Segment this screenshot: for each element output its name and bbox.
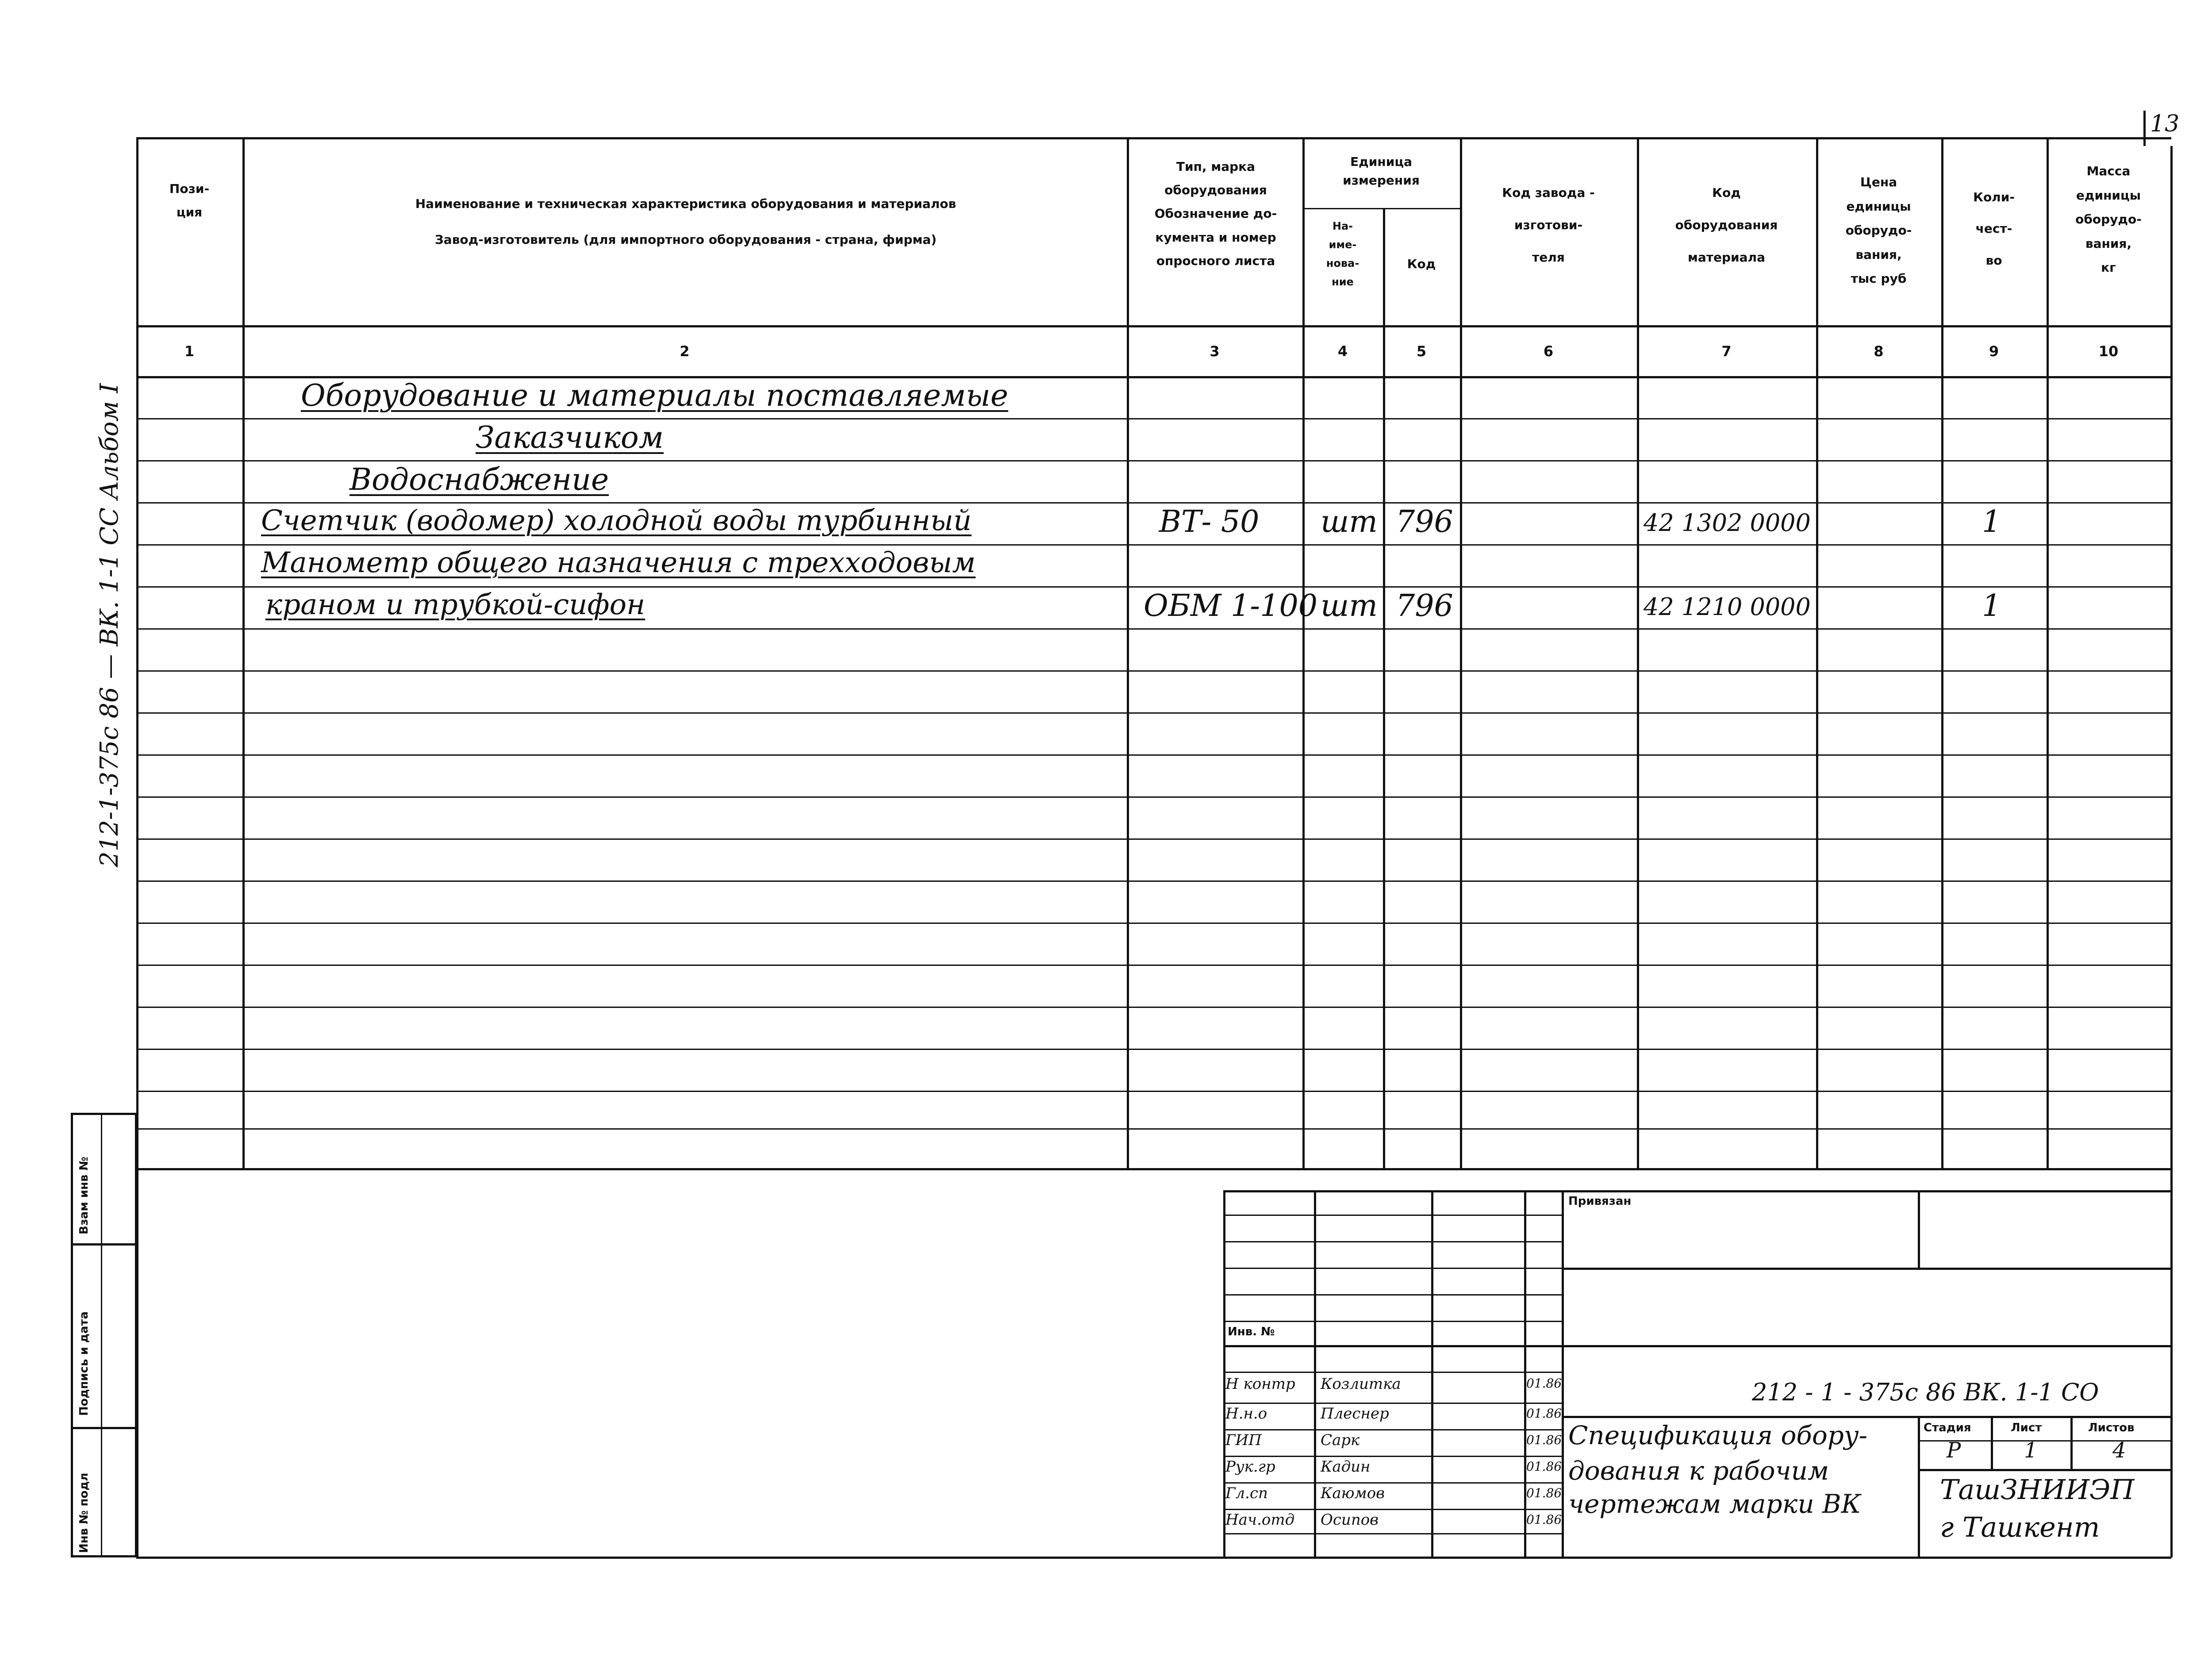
side-annotation: 212-1-375с 86 — ВК. 1-1 СС Альбом I	[95, 383, 124, 867]
colnum-4: 4	[1337, 343, 1348, 360]
row-line	[136, 1007, 2171, 1008]
tb-privyazan-label: Привязан	[1568, 1195, 1632, 1208]
signer-date: 01.86	[1526, 1406, 1562, 1421]
header-mass: Масса единицы оборудо- вания, кг	[2075, 164, 2142, 275]
tb-stage-divider	[1918, 1416, 1920, 1557]
header-unit-code: Код	[1407, 257, 1436, 271]
left-stamp-sep1	[71, 1243, 137, 1246]
row-line	[136, 838, 2171, 840]
stamp-original-inv: Инв № подл	[77, 1472, 91, 1553]
item1-unit: шт	[1321, 504, 1378, 539]
section-heading-line2: Заказчиком	[476, 420, 664, 455]
unit-header-divider	[1302, 208, 1460, 209]
left-stamp-divider	[101, 1113, 102, 1557]
row-line	[136, 628, 2171, 630]
tb-organization: ТашЗНИИЭП	[1940, 1473, 2135, 1506]
tb-privyazan-divider	[1918, 1190, 1920, 1268]
col-sep-2	[1127, 137, 1129, 1168]
tb-city: г Ташкент	[1940, 1511, 2100, 1543]
row-line	[136, 1049, 2171, 1050]
colnum-6: 6	[1543, 343, 1554, 360]
col-sep-6	[1637, 137, 1639, 1168]
tb-stage-label: Стадия	[1924, 1421, 1971, 1434]
sheet-number-tick	[2143, 111, 2146, 146]
header-bottom-line	[136, 325, 2171, 327]
table-top-border	[136, 137, 2171, 139]
signer-date: 01.86	[1526, 1376, 1562, 1391]
tb-title-line3: чертежам марки ВК	[1568, 1489, 1861, 1519]
header-quantity: Коли- чест- во	[1973, 190, 2015, 268]
col-sep-7	[1816, 137, 1818, 1168]
signer-role: Н.н.о	[1225, 1405, 1267, 1422]
row-line	[136, 502, 2171, 504]
section-heading-line1: Оборудование и материалы поставляемые	[301, 378, 1008, 413]
item2-quantity: 1	[1982, 588, 2001, 623]
tb-sheets-value: 4	[2112, 1438, 2126, 1463]
colnum-10: 10	[2098, 343, 2119, 360]
item1-type: ВТ- 50	[1159, 504, 1260, 539]
stamp-replacement-inv: Взам инв №	[77, 1157, 91, 1234]
tb-row	[1223, 1429, 1562, 1430]
signer-date: 01.86	[1526, 1433, 1562, 1447]
tb-row	[1223, 1241, 1562, 1242]
row-line	[136, 460, 2171, 461]
row-line	[136, 418, 2171, 419]
signer-name: Кадин	[1321, 1458, 1371, 1476]
signer-name: Осипов	[1321, 1511, 1379, 1529]
colnum-2: 2	[680, 343, 690, 360]
colnum-9: 9	[1989, 343, 1999, 360]
signer-name: Каюмов	[1321, 1484, 1385, 1502]
tb-stage-col1	[1991, 1416, 1993, 1469]
tb-sign-col3	[1524, 1190, 1526, 1557]
row-line	[136, 923, 2171, 924]
header-price: Цена единицы оборудо- вания, тыс руб	[1845, 175, 1912, 286]
signer-date: 01.86	[1526, 1486, 1562, 1500]
header-type: Тип, марка оборудования Обозначение до- кумента и номер опросного листа	[1154, 159, 1277, 268]
tb-document-code: 212 - 1 - 375с 86 ВК. 1-1 СО	[1752, 1378, 2099, 1406]
tb-sign-col2	[1431, 1190, 1433, 1557]
left-stamp-sep2	[71, 1427, 137, 1429]
row-line	[136, 796, 2171, 798]
item2-unit-code: 796	[1396, 588, 1453, 623]
sheet-number: 13	[2150, 111, 2180, 137]
table-body-bottom	[136, 1168, 2171, 1170]
tb-inv-label: Инв. №	[1228, 1325, 1275, 1338]
tb-row	[1223, 1482, 1562, 1484]
item1-name: Счетчик (водомер) холодной воды турбинный	[261, 504, 972, 537]
item2-name-line2: краном и трубкой-сифон	[265, 588, 645, 621]
header-name: Наименование и техническая характеристика оборудования и материалов Завод-изготовитель (для импортного оборудования - страна, фирма)	[415, 196, 956, 247]
tb-stage-value: Р	[1947, 1438, 1961, 1463]
signer-role: Гл.сп	[1225, 1484, 1268, 1502]
col-sep-8	[1941, 137, 1943, 1168]
tb-title-line1: Спецификация обору-	[1568, 1420, 1868, 1450]
row-line	[136, 544, 2171, 546]
table-bottom-border	[136, 1557, 2171, 1559]
tb-row	[1223, 1456, 1562, 1457]
item2-unit: шт	[1321, 588, 1378, 623]
header-equipment-code: Код оборудования материала	[1675, 185, 1778, 265]
stamp-signature-date: Подпись и дата	[77, 1311, 91, 1416]
tb-code-row-bottom	[1562, 1416, 2171, 1418]
item2-equipment-code: 42 1210 0000	[1644, 593, 1811, 621]
header-factory-code: Код завода - изготови- теля	[1502, 185, 1595, 265]
row-line	[136, 965, 2171, 966]
tb-sheet-value: 1	[2024, 1438, 2038, 1463]
item1-unit-code: 796	[1396, 504, 1453, 539]
colnum-5: 5	[1416, 343, 1427, 360]
item2-type: ОБМ 1-100	[1144, 588, 1317, 623]
tb-stage-col2	[2070, 1416, 2073, 1469]
tb-sign-col1	[1314, 1190, 1316, 1557]
row-line	[136, 1128, 2171, 1130]
signer-date: 01.86	[1526, 1512, 1562, 1527]
tb-row	[1223, 1533, 1562, 1534]
signer-name: Козлитка	[1321, 1375, 1401, 1393]
col-sep-5	[1460, 137, 1462, 1168]
tb-sheet-label: Лист	[2011, 1421, 2042, 1434]
tb-title-line2: дования к рабочим	[1568, 1456, 1829, 1486]
colnum-7: 7	[1721, 343, 1732, 360]
col-sep-3	[1302, 137, 1305, 1168]
colnum-8: 8	[1874, 343, 1884, 360]
tb-row	[1223, 1215, 1562, 1216]
tb-sign-col4	[1562, 1190, 1564, 1557]
signer-role: Н контр	[1225, 1375, 1295, 1393]
row-line	[136, 754, 2171, 756]
tb-row	[1223, 1509, 1562, 1510]
row-line	[136, 712, 2171, 714]
item1-quantity: 1	[1982, 504, 2001, 539]
tb-row	[1223, 1294, 1562, 1296]
col-sep-1	[242, 137, 245, 1168]
row-line	[136, 1091, 2171, 1092]
item2-name-line1: Манометр общего назначения с трехходовым	[261, 546, 976, 579]
section-subheading: Водоснабжение	[349, 462, 609, 497]
signer-name: Плеснер	[1321, 1405, 1389, 1422]
tb-row	[1223, 1268, 1562, 1269]
tb-row	[1223, 1321, 1562, 1322]
col-sep-9	[2047, 137, 2049, 1168]
tb-code-row-top	[1223, 1345, 2171, 1347]
colnum-3: 3	[1210, 343, 1220, 360]
header-unit-name: На- име- нова- ние	[1326, 220, 1359, 288]
row-line	[136, 586, 2171, 588]
colnum-1: 1	[184, 343, 195, 360]
tb-row	[1223, 1403, 1562, 1404]
item1-equipment-code: 42 1302 0000	[1644, 509, 1811, 537]
header-unit: Единица измерения	[1343, 154, 1420, 188]
tb-row	[1223, 1372, 1562, 1373]
tb-privyazan-bottom	[1562, 1268, 2171, 1270]
row-line	[136, 670, 2171, 672]
tb-top	[1223, 1190, 2171, 1192]
signer-date: 01.86	[1526, 1459, 1562, 1474]
signer-role: ГИП	[1225, 1431, 1262, 1449]
tb-sheets-label: Листов	[2088, 1421, 2135, 1434]
tb-stage-bottom	[1918, 1469, 2171, 1471]
signer-role: Рук.гр	[1225, 1458, 1275, 1476]
tb-left	[1223, 1190, 1225, 1557]
signer-name: Сарк	[1321, 1431, 1360, 1449]
signer-role: Нач.отд	[1225, 1511, 1295, 1529]
row-line	[136, 880, 2171, 882]
header-position: Пози- ция	[169, 181, 210, 220]
